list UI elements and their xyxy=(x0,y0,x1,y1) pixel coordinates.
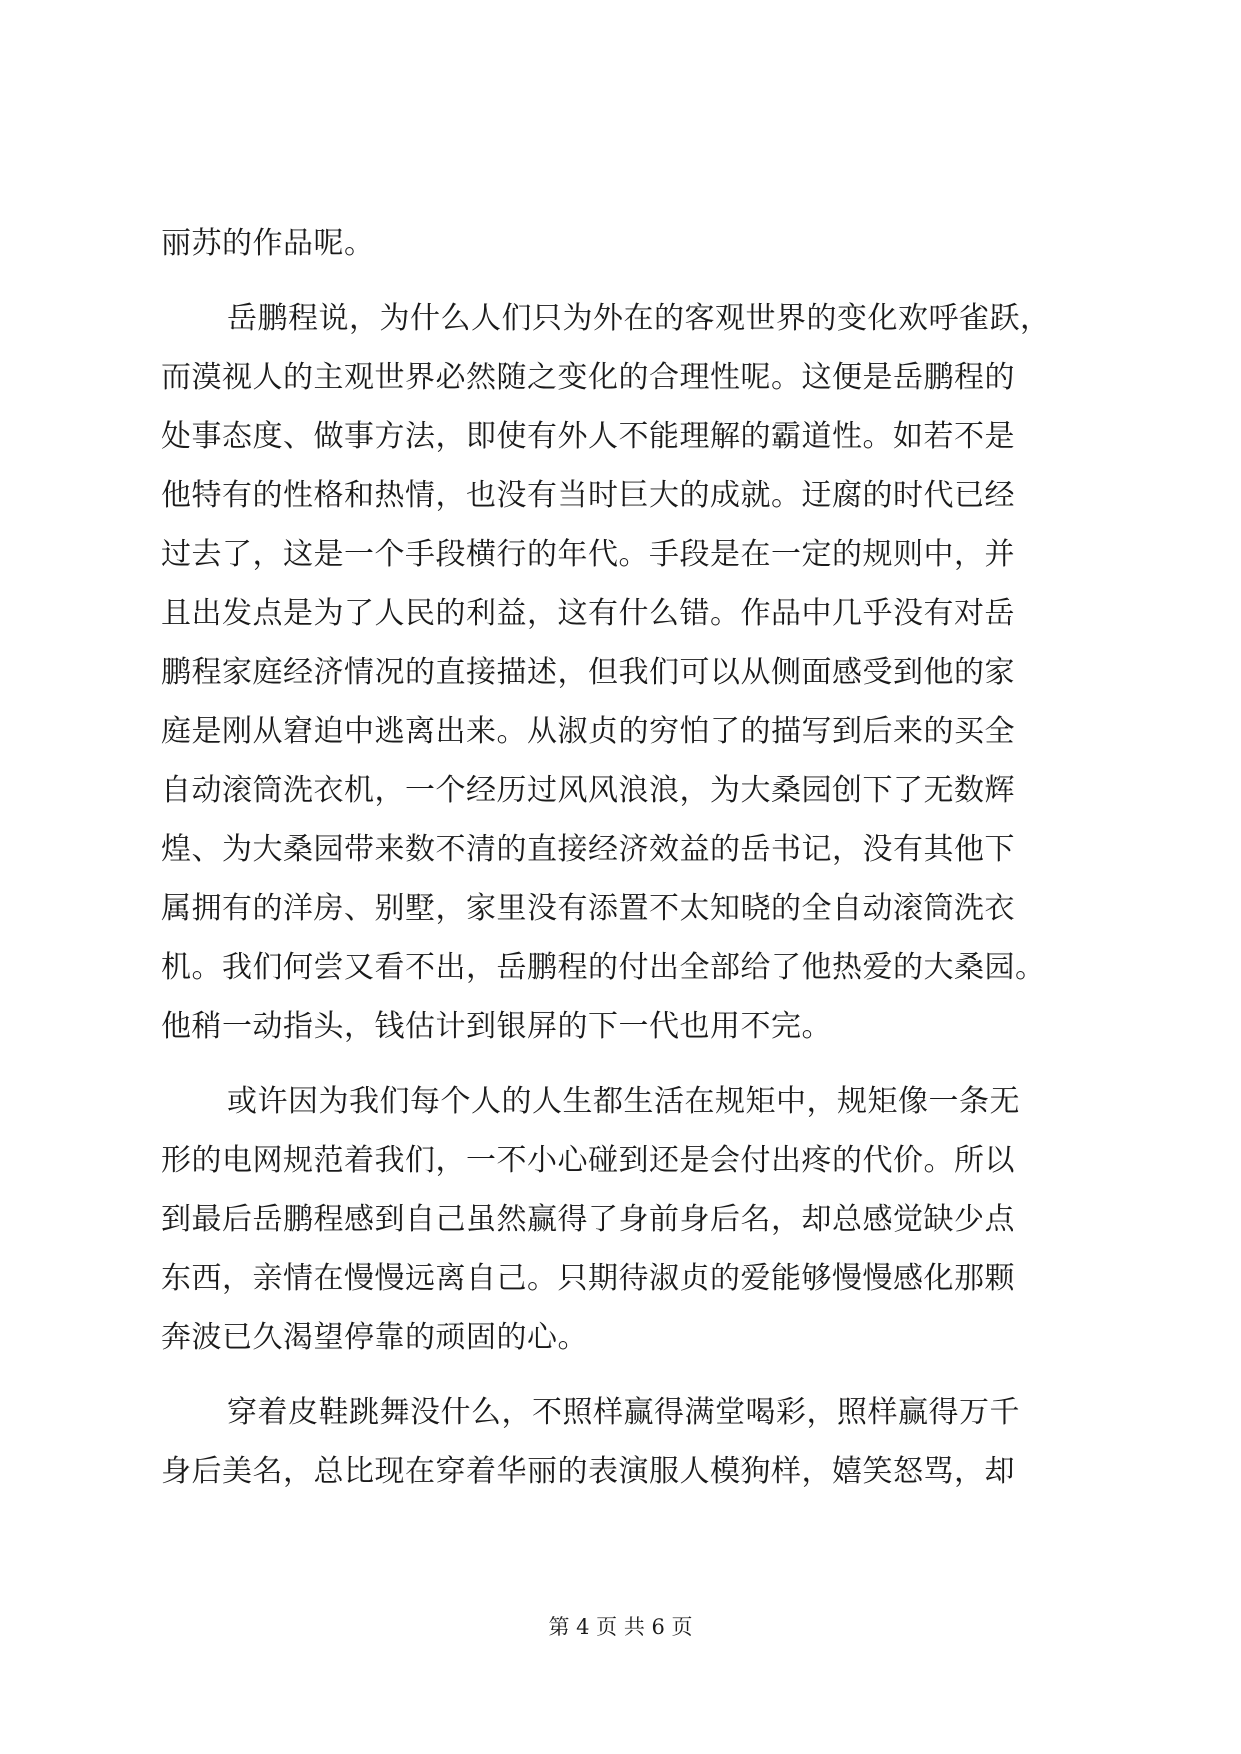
text-line: 庭是刚从窘迫中逃离出来。从淑贞的穷怕了的描写到后来的买全 xyxy=(161,714,1015,749)
text-line: 且出发点是为了人民的利益，这有什么错。作品中几乎没有对岳 xyxy=(161,596,1015,631)
text-line: 东西，亲情在慢慢远离自己。只期待淑贞的爱能够慢慢感化那颗 xyxy=(161,1261,1015,1296)
text-line: 到最后岳鹏程感到自己虽然赢得了身前身后名，却总感觉缺少点 xyxy=(161,1202,1015,1237)
paragraph xyxy=(161,1072,1081,1367)
text-line: 穿着皮鞋跳舞没什么，不照样赢得满堂喝彩，照样赢得万千 xyxy=(227,1395,1020,1430)
text-line: 而漠视人的主观世界必然随之变化的合理性呢。这便是岳鹏程的 xyxy=(161,360,1015,395)
text-line: 自动滚筒洗衣机，一个经历过风风浪浪，为大桑园创下了无数辉 xyxy=(161,773,1015,808)
document-body xyxy=(161,214,1081,1501)
text-line: 机。我们何尝又看不出，岳鹏程的付出全部给了他热爱的大桑园。 xyxy=(161,950,1046,985)
text-line: 煌、为大桑园带来数不清的直接经济效益的岳书记，没有其他下 xyxy=(161,832,1015,867)
text-line: 形的电网规范着我们，一不小心碰到还是会付出疼的代价。所以 xyxy=(161,1143,1015,1178)
text-line: 他稍一动指头，钱估计到银屏的下一代也用不完。 xyxy=(161,1009,832,1044)
paragraph xyxy=(161,1383,1081,1501)
text-line: 或许因为我们每个人的人生都生活在规矩中，规矩像一条无 xyxy=(227,1084,1020,1119)
text-line: 属拥有的洋房、别墅，家里没有添置不太知晓的全自动滚筒洗衣 xyxy=(161,891,1015,926)
text-line: 处事态度、做事方法，即使有外人不能理解的霸道性。如若不是 xyxy=(161,419,1015,454)
text-line: 鹏程家庭经济情况的直接描述，但我们可以从侧面感受到他的家 xyxy=(161,655,1015,690)
text-line: 过去了，这是一个手段横行的年代。手段是在一定的规则中，并 xyxy=(161,537,1015,572)
text-line: 奔波已久渴望停靠的顽固的心。 xyxy=(161,1320,588,1355)
text-line: 丽苏的作品呢。 xyxy=(161,226,375,261)
text-line: 身后美名，总比现在穿着华丽的表演服人模狗样，嬉笑怒骂，却 xyxy=(161,1454,1015,1489)
paragraph xyxy=(161,214,1081,273)
paragraph xyxy=(161,289,1081,1056)
text-line: 他特有的性格和热情，也没有当时巨大的成就。迂腐的时代已经 xyxy=(161,478,1015,513)
text-line: 岳鹏程说，为什么人们只为外在的客观世界的变化欢呼雀跃， xyxy=(227,301,1051,336)
page-number-footer: 第 4 页 共 6 页 xyxy=(548,1615,693,1639)
